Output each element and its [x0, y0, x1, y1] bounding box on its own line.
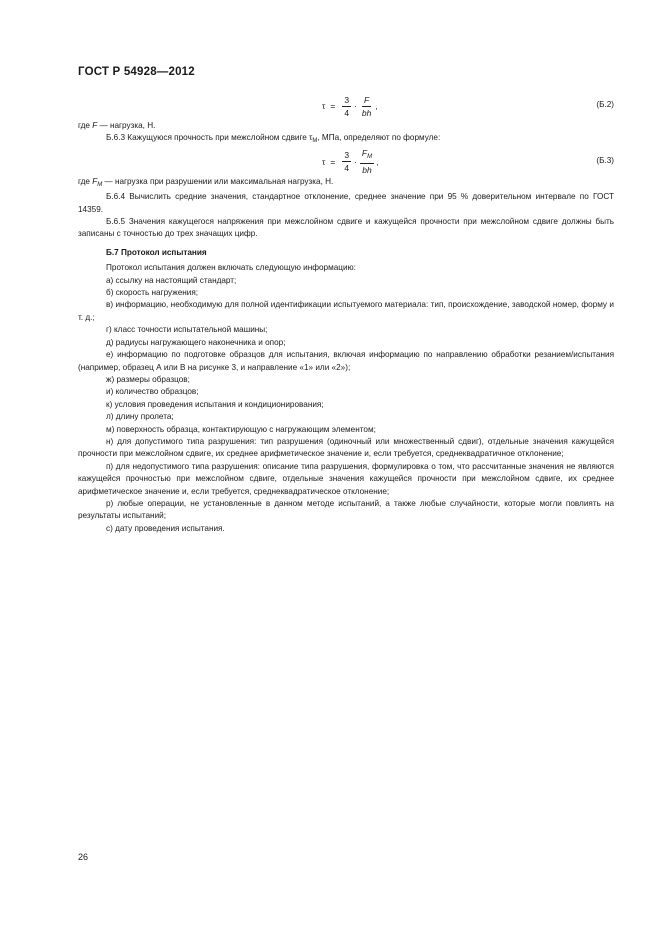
list-item-s: с) дату проведения испытания. — [106, 523, 225, 533]
fraction-numerator — [362, 95, 371, 107]
formula-dot: · — [354, 156, 357, 167]
page-number: 26 — [78, 852, 89, 862]
list-item-a: а) ссылку на настоящий стандарт; — [106, 275, 237, 285]
paragraph-b6-5: Б.6.5 Значения кажущегося напряжения при межслойном сдвиге и кажущейся прочности при межслойном сдвиге должны быть записаны с точностью до трех значащих цифр. — [78, 217, 614, 239]
fraction-numerator: 3 — [344, 94, 350, 105]
document-body — [78, 92, 614, 535]
var-bh: bh — [361, 107, 372, 118]
fraction-coefficient — [342, 95, 351, 118]
formula-equals: = — [330, 100, 336, 111]
list-item-zh: ж) размеры образцов; — [106, 374, 190, 384]
equation-number-b2: (Б.2) — [596, 100, 614, 109]
list-item-g: г) класс точности испытательной машины; — [106, 325, 268, 335]
formula-b2-expression — [322, 92, 378, 120]
where-variable: F — [92, 121, 98, 130]
var-f: F — [361, 148, 368, 159]
fraction-numerator — [360, 148, 374, 164]
list-item-p: п) для недопустимого типа разрушения: описание типа разрушения, формулировка о том, что рассчитанные значения не являются кажущейся прочностью при межслойном сдвиге, отдельные значения кажущейся прочности при межслойном сдвиге, их среднее арифметическое значение и, если требуется, среднеквадратическое отклонение; — [78, 461, 614, 496]
subscript: М — [312, 138, 318, 145]
paragraph-b6-3 — [78, 132, 614, 147]
formula-tau: τ — [322, 156, 326, 167]
list-item-r: р) любые операции, не установленные в данном методе испытаний, а также любые случайности, которые могли повлиять на результаты испытаний; — [78, 498, 614, 521]
where-clause-f — [78, 120, 614, 132]
paragraph-text: Б.6.3 Кажущуюся прочность при межслойном сдвиге τ — [106, 133, 313, 143]
list-item-l: л) длину пролета; — [106, 412, 174, 422]
fraction-numerator: 3 — [344, 150, 350, 161]
document-header: ГОСТ Р 54928—2012 — [78, 66, 195, 78]
fraction-denominator — [360, 164, 373, 175]
where-prefix: где — [78, 176, 93, 186]
where-text: — нагрузка при разрушении или максимальная нагрузка, Н. — [102, 176, 334, 186]
subscript: M — [97, 181, 103, 188]
var-bh: bh — [362, 165, 372, 176]
fraction-variable — [360, 95, 373, 118]
formula-equals: = — [330, 156, 336, 167]
fraction-variable — [360, 148, 374, 175]
formula-period: , — [375, 100, 378, 111]
list-item-v: в) информацию, необходимую для полной идентификации испытуемого материала: тип, происхождение, заводской номер, форму и т. д.; — [78, 300, 614, 322]
list-item-e: е) информацию по подготовке образцов для испытания, включая информацию по направлению обработки резанием/испытания (например, образец А или В на рисунке 3, и направление «1» или «2»); — [78, 350, 614, 372]
section-intro: Протокол испытания должен включать следующую информацию: — [106, 263, 356, 273]
where-variable: F — [92, 176, 98, 186]
section-heading-b7: Б.7 Протокол испытания — [106, 247, 207, 257]
formula-period: , — [376, 156, 379, 167]
formula-b3 — [78, 148, 614, 176]
fraction-coefficient — [342, 150, 351, 173]
formula-dot: · — [354, 100, 357, 111]
list-item-d: д) радиусы нагружающего наконечника и опор; — [106, 337, 286, 347]
fraction-denominator: 4 — [344, 107, 350, 118]
var-f: F — [364, 94, 370, 105]
fraction-denominator: 4 — [344, 163, 350, 174]
paragraph-b6-4: Б.6.4 Вычислить средние значения, стандартное отклонение, среднее значение при 95 % доверительном интервале по ГОСТ 14359. — [78, 192, 614, 214]
formula-tau: τ — [322, 100, 326, 111]
subscript: M — [367, 154, 373, 161]
where-text: — нагрузка, Н. — [97, 121, 156, 130]
list-item-i: и) количество образцов; — [106, 387, 199, 397]
list-item-m: м) поверхность образца, контактирующую с нагружающим элементом; — [106, 424, 376, 434]
where-clause-fm — [78, 176, 614, 191]
equation-number-b3: (Б.3) — [596, 155, 614, 165]
list-item-b: б) скорость нагружения; — [106, 288, 199, 298]
formula-b3-expression — [322, 148, 378, 176]
fraction-denominator — [360, 107, 373, 118]
where-prefix: где — [78, 121, 93, 130]
list-item-n: н) для допустимого типа разрушения: тип разрушения (одиночный или множественный сдвиг), отдельные значения кажущейся прочности при межслойном сдвиге, их среднее арифметическое значение и, если требуется, среднеквадратичное отклонение; — [78, 436, 614, 459]
formula-b2 — [78, 92, 614, 120]
list-item-k: к) условия проведения испытания и кондиционирования; — [106, 399, 324, 409]
paragraph-text: , МПа, определяют по формуле: — [317, 133, 441, 143]
